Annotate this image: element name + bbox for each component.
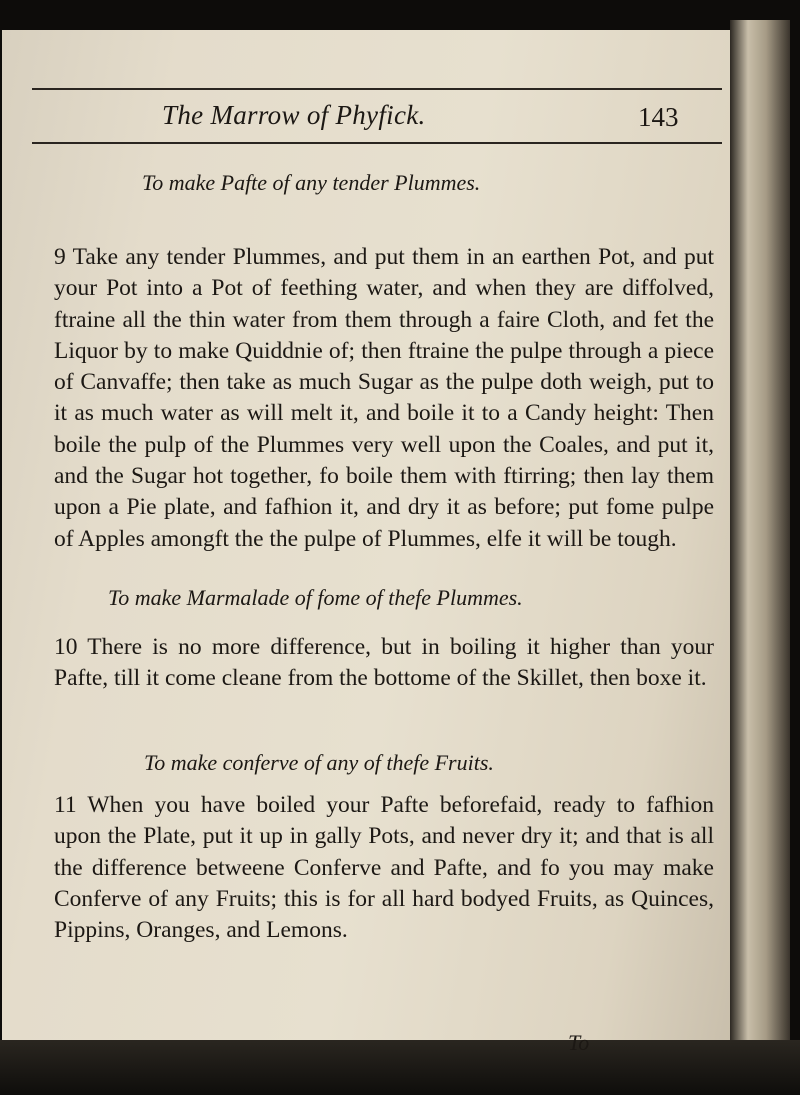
book-spine-edge <box>730 20 790 1070</box>
section-title-2: To make Marmalade of fome of thefe Plummes. <box>108 585 523 610</box>
header-rule <box>32 142 722 144</box>
catchword: To <box>568 1030 590 1055</box>
book-page <box>2 30 730 1055</box>
paragraph-9: 9 Take any tender Plummes, and put them in an earthen Pot, and put your Pot into a Pot of feething water, and when they are diffolved, ftraine all the thin water from them through a faire Cloth, and fet the Liquor by to make Quiddnie of; then ftraine the pulpe through a piece of Canvaffe; then take as much Sugar as the pulpe doth weigh, put to it as much water as will melt it, and boile it to a Candy height: Then boile the pulp of the Plummes very well upon the Coales, and put it, and the Sugar hot together, fo boile them with ftirring; then lay them upon a Pie plate, and fafhion it, and dry it as before; put fome pulpe of Apples amongft the the pulpe of Plummes, elfe it will be tough. <box>54 244 714 552</box>
page-number: 143 <box>638 102 679 132</box>
top-rule <box>32 88 722 90</box>
section-title-1: To make Pafte of any tender Plummes. <box>142 170 481 195</box>
running-title: The Marrow of Phyfick. <box>162 100 426 130</box>
book-bottom-edge <box>0 1040 800 1095</box>
section-title-3: To make conferve of any of thefe Fruits. <box>144 750 494 775</box>
paragraph-10: 10 There is no more difference, but in boiling it higher than your Pafte, till it come cleane from the bottome of the Skillet, then boxe it. <box>54 634 714 692</box>
paragraph-11: 11 When you have boiled your Pafte beforefaid, ready to fafhion upon the Plate, put it up in gally Pots, and never dry it; and that is all the difference betweene Conferve and Pafte, and fo you may make Conferve of any Fruits; this is for all hard bodyed Fruits, as Quinces, Pippins, Oranges, and Lemons. <box>54 792 714 944</box>
